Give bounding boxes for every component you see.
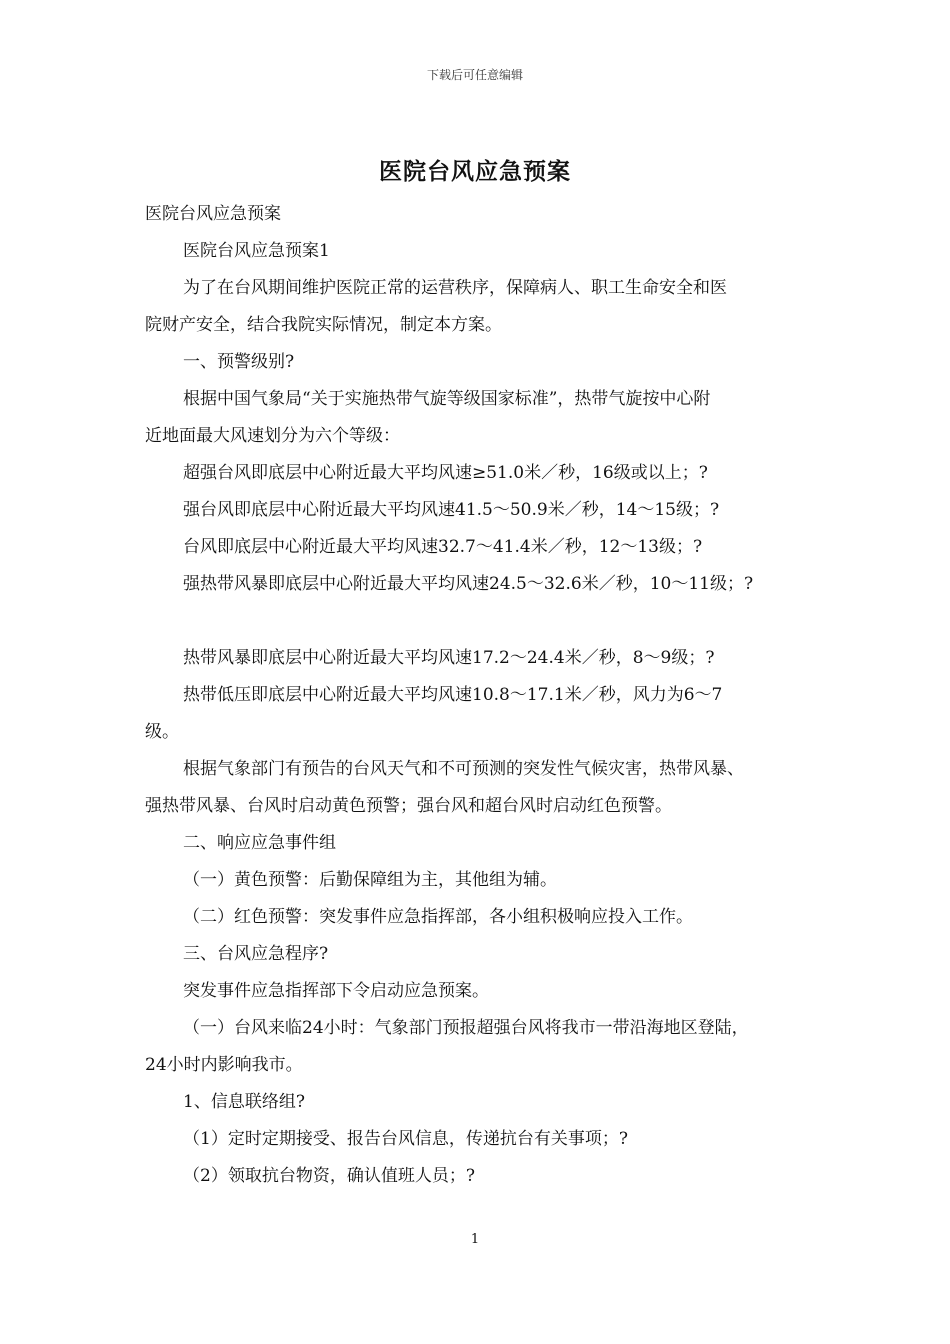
list-item: （一）黄色预警：后勤保障组为主，其他组为辅。 [183, 870, 557, 890]
blank-line [145, 603, 825, 640]
paragraph-line: 院财产安全，结合我院实际情况，制定本方案。 [145, 315, 502, 335]
paragraph-line: 级。 [145, 722, 179, 742]
subtitle-line: 医院台风应急预案 [145, 204, 281, 224]
list-item: 热带低压即底层中心附近最大平均风速10.8～17.1米／秒，风力为6～7 [183, 685, 723, 705]
paragraph-line: 强热带风暴、台风时启动黄色预警；强台风和超台风时启动红色预警。 [145, 796, 672, 816]
list-item: （二）红色预警：突发事件应急指挥部，各小组积极响应投入工作。 [183, 907, 693, 927]
header-note: 下载后可任意编辑 [426, 68, 523, 82]
list-item: 台风即底层中心附近最大平均风速32.7～41.4米／秒，12～13级；? [183, 537, 703, 557]
section-heading: 三、台风应急程序? [183, 944, 329, 964]
paragraph-line: 近地面最大风速划分为六个等级： [145, 426, 400, 446]
paragraph-line: 突发事件应急指挥部下令启动应急预案。 [183, 981, 489, 1001]
document-body [145, 196, 825, 1195]
list-item: 热带风暴即底层中心附近最大平均风速17.2～24.4米／秒，8～9级；? [183, 648, 715, 668]
page-number: 1 [470, 1232, 480, 1247]
list-item: 超强台风即底层中心附近最大平均风速≥51.0米／秒，16级或以上；? [183, 463, 708, 483]
list-item: 强台风即底层中心附近最大平均风速41.5～50.9米／秒，14～15级；? [183, 500, 720, 520]
list-item: （1）定时定期接受、报告台风信息，传递抗台有关事项；? [183, 1129, 628, 1149]
paragraph-line: 根据气象部门有预告的台风天气和不可预测的突发性气候灾害，热带风暴、 [183, 759, 744, 779]
list-item: 强热带风暴即底层中心附近最大平均风速24.5～32.6米／秒，10～11级；? [183, 574, 754, 594]
subsection-heading: 1、信息联络组? [183, 1092, 305, 1112]
paragraph-line: 根据中国气象局“关于实施热带气旋等级国家标准”，热带气旋按中心附 [183, 389, 711, 409]
paragraph-line: （一）台风来临24小时：气象部门预报超强台风将我市一带沿海地区登陆， [183, 1018, 749, 1038]
section-heading: 一、预警级别? [183, 352, 295, 372]
section-heading: 医院台风应急预案1 [183, 241, 330, 261]
list-item: （2）领取抗台物资，确认值班人员；? [183, 1166, 475, 1186]
document-title: 医院台风应急预案 [379, 158, 571, 185]
paragraph-line: 为了在台风期间维护医院正常的运营秩序，保障病人、职工生命安全和医 [183, 278, 727, 298]
paragraph-line: 24小时内影响我市。 [145, 1055, 303, 1075]
section-heading: 二、响应应急事件组 [183, 833, 336, 853]
